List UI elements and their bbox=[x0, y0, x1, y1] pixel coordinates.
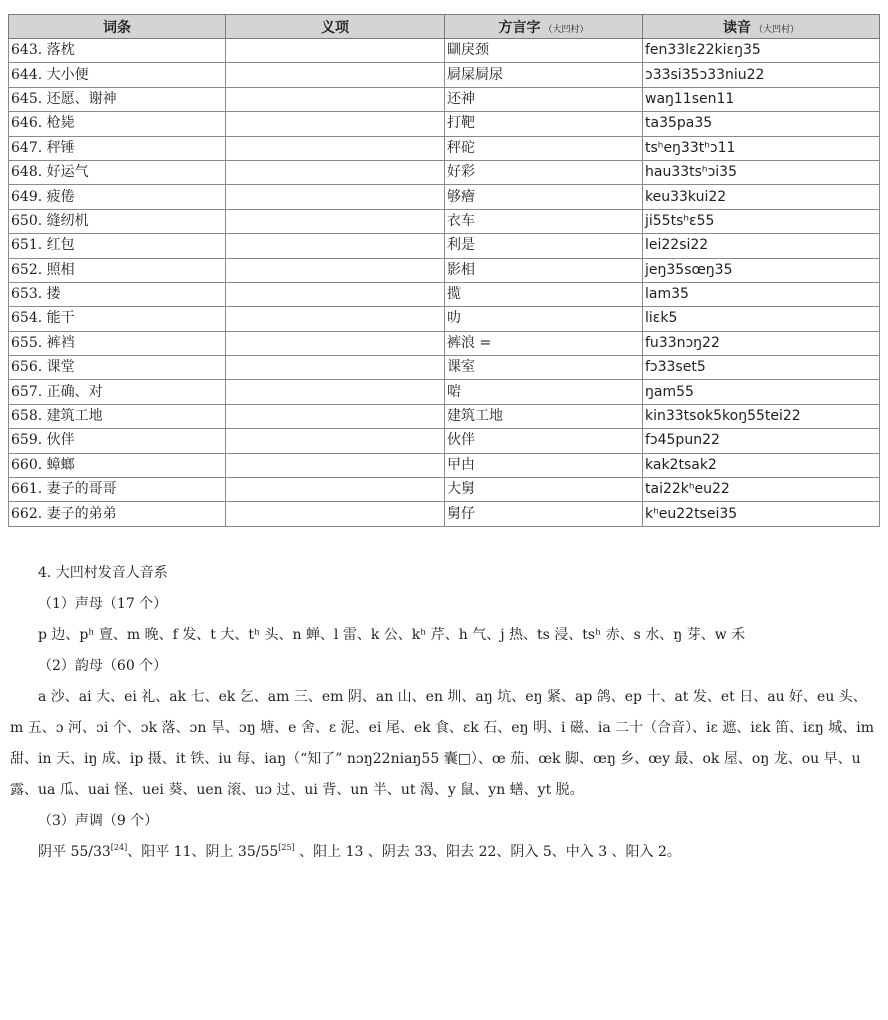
table-row bbox=[9, 234, 880, 258]
cell-reading: kʰeu22tsei35 bbox=[643, 502, 880, 526]
cell-entry: 645. 还愿、谢神 bbox=[9, 87, 226, 111]
header-entry: 词条 bbox=[9, 15, 226, 39]
cell-meaning bbox=[226, 453, 445, 477]
cell-entry: 643. 落枕 bbox=[9, 39, 226, 63]
footnote-ref-24[interactable]: [24] bbox=[110, 843, 128, 852]
cell-entry: 653. 搂 bbox=[9, 282, 226, 306]
table-row bbox=[9, 307, 880, 331]
table-row bbox=[9, 478, 880, 502]
tones-list bbox=[10, 837, 878, 868]
cell-entry: 651. 红包 bbox=[9, 234, 226, 258]
header-reading-sub: （大凹村） bbox=[753, 24, 799, 35]
initials-heading: （1）声母（17 个） bbox=[38, 596, 168, 612]
cell-dialect-word: 大舅 bbox=[445, 478, 643, 502]
tones-part-2: 、阳平 11、阴上 35/55 bbox=[127, 844, 279, 860]
table-row bbox=[9, 185, 880, 209]
cell-dialect-word: 揽 bbox=[445, 282, 643, 306]
tones-part-3: 、阳上 13 、阴去 33、阳去 22、阴入 5、中入 3 、阳入 2。 bbox=[294, 844, 681, 860]
cell-dialect-word: 建筑工地 bbox=[445, 404, 643, 428]
cell-reading: ŋam55 bbox=[643, 380, 880, 404]
cell-meaning bbox=[226, 478, 445, 502]
cell-meaning bbox=[226, 282, 445, 306]
cell-dialect-word: 好彩 bbox=[445, 160, 643, 184]
cell-dialect-word: 舅仔 bbox=[445, 502, 643, 526]
cell-meaning bbox=[226, 234, 445, 258]
initials-list: p 边、pʰ 亶、m 晚、f 发、t 大、tʰ 头、n 蝉、l 雷、k 公、kʰ 芹、h 气、j 热、ts 浸、tsʰ 赤、s 水、ŋ 芽、w 禾 bbox=[38, 627, 746, 643]
cell-reading: fɔ33set5 bbox=[643, 356, 880, 380]
finals-list: a 沙、ai 大、ei 礼、ak 七、ek 乞、am 三、em 阴、an 山、en 圳、aŋ 坑、eŋ 紧、ap 鸽、ep 十、at 发、et 日、au 好、eu 头、m 五、ɔ 河、ɔi 个、ɔk 落、ɔn 旱、ɔŋ 塘、e 舍、ɛ 泥、ei 尾、ek 食、ɛk 石、eŋ 明、i 磁、ia 二十（合音）、iɛ 遮、iɛk 笛、iɛŋ 城、im 甜、in 天、iŋ 成、ip 摄、it 铁、iu 每、iaŋ（“知了” nɔŋ22niaŋ55 囊□）、œ 茄、œk 脚、œŋ 乡、œy 最、ok 屋、oŋ 龙、ou 早、u 露、ua 瓜、uai 怪、uei 葵、uen 滚、uɔ 过、ui 背、un 半、ut 渴、y 鼠、yn 蟮、yt 脱。 bbox=[10, 689, 874, 798]
cell-dialect-word: 屙屎屙尿 bbox=[445, 63, 643, 87]
cell-reading: fu33nɔŋ22 bbox=[643, 331, 880, 355]
cell-dialect-word: 秤砣 bbox=[445, 136, 643, 160]
table-row bbox=[9, 502, 880, 526]
table-row bbox=[9, 63, 880, 87]
cell-dialect-word: 啱 bbox=[445, 380, 643, 404]
table-row bbox=[9, 429, 880, 453]
cell-entry: 647. 秤锤 bbox=[9, 136, 226, 160]
cell-dialect-word: 课室 bbox=[445, 356, 643, 380]
cell-meaning bbox=[226, 63, 445, 87]
header-reading: 读音 （大凹村） bbox=[643, 15, 880, 39]
header-dialect-word-sub: （大凹村） bbox=[543, 24, 589, 35]
cell-reading: tsʰeŋ33tʰɔ11 bbox=[643, 136, 880, 160]
cell-meaning bbox=[226, 307, 445, 331]
tones-heading: （3）声调（9 个） bbox=[38, 813, 159, 829]
table-row bbox=[9, 331, 880, 355]
cell-entry: 652. 照相 bbox=[9, 258, 226, 282]
cell-entry: 659. 伙伴 bbox=[9, 429, 226, 453]
cell-reading: waŋ11sen11 bbox=[643, 87, 880, 111]
cell-reading: hau33tsʰɔi35 bbox=[643, 160, 880, 184]
table-row bbox=[9, 380, 880, 404]
cell-reading: tai22kʰeu22 bbox=[643, 478, 880, 502]
phonology-section bbox=[10, 558, 878, 868]
tones-part-1: 阴平 55/33 bbox=[38, 844, 111, 860]
cell-dialect-word: 利是 bbox=[445, 234, 643, 258]
cell-dialect-word: 叻 bbox=[445, 307, 643, 331]
cell-entry: 658. 建筑工地 bbox=[9, 404, 226, 428]
header-meaning: 义项 bbox=[226, 15, 445, 39]
cell-entry: 656. 课堂 bbox=[9, 356, 226, 380]
cell-dialect-word: 打靶 bbox=[445, 112, 643, 136]
table-row bbox=[9, 39, 880, 63]
cell-reading: kin33tsok5koŋ55tei22 bbox=[643, 404, 880, 428]
section-title: 4. 大凹村发音人音系 bbox=[38, 565, 168, 581]
cell-reading: ɔ33si35ɔ33niu22 bbox=[643, 63, 880, 87]
table-row bbox=[9, 136, 880, 160]
cell-reading: liɛk5 bbox=[643, 307, 880, 331]
cell-dialect-word: 瞓戾颈 bbox=[445, 39, 643, 63]
cell-entry: 661. 妻子的哥哥 bbox=[9, 478, 226, 502]
table-row bbox=[9, 160, 880, 184]
cell-dialect-word: 伙伴 bbox=[445, 429, 643, 453]
cell-meaning bbox=[226, 209, 445, 233]
table-row bbox=[9, 453, 880, 477]
cell-reading: jeŋ35sœŋ35 bbox=[643, 258, 880, 282]
table-row bbox=[9, 112, 880, 136]
cell-reading: ji55tsʰɛ55 bbox=[643, 209, 880, 233]
cell-entry: 649. 疲倦 bbox=[9, 185, 226, 209]
cell-meaning bbox=[226, 502, 445, 526]
cell-meaning bbox=[226, 160, 445, 184]
cell-meaning bbox=[226, 185, 445, 209]
cell-meaning bbox=[226, 380, 445, 404]
table-header-row bbox=[9, 15, 880, 39]
cell-reading: fen33lɛ22kiɛŋ35 bbox=[643, 39, 880, 63]
cell-entry: 654. 能干 bbox=[9, 307, 226, 331]
cell-meaning bbox=[226, 258, 445, 282]
cell-dialect-word: 还神 bbox=[445, 87, 643, 111]
vocabulary-table bbox=[8, 14, 880, 527]
cell-reading: kak2tsak2 bbox=[643, 453, 880, 477]
cell-meaning bbox=[226, 87, 445, 111]
table-row bbox=[9, 404, 880, 428]
table-row bbox=[9, 282, 880, 306]
cell-dialect-word: 衣车 bbox=[445, 209, 643, 233]
table-row bbox=[9, 209, 880, 233]
cell-meaning bbox=[226, 136, 445, 160]
cell-reading: keu33kui22 bbox=[643, 185, 880, 209]
cell-meaning bbox=[226, 112, 445, 136]
cell-entry: 644. 大小便 bbox=[9, 63, 226, 87]
cell-meaning bbox=[226, 429, 445, 453]
cell-meaning bbox=[226, 39, 445, 63]
cell-entry: 655. 裤裆 bbox=[9, 331, 226, 355]
cell-entry: 660. 蟑螂 bbox=[9, 453, 226, 477]
cell-dialect-word: 曱甴 bbox=[445, 453, 643, 477]
cell-meaning bbox=[226, 404, 445, 428]
cell-meaning bbox=[226, 356, 445, 380]
table-row bbox=[9, 258, 880, 282]
table-row bbox=[9, 356, 880, 380]
cell-dialect-word: 够癐 bbox=[445, 185, 643, 209]
cell-entry: 648. 好运气 bbox=[9, 160, 226, 184]
cell-reading: lei22si22 bbox=[643, 234, 880, 258]
cell-reading: fɔ45pun22 bbox=[643, 429, 880, 453]
table-row bbox=[9, 87, 880, 111]
cell-entry: 650. 缝纫机 bbox=[9, 209, 226, 233]
cell-entry: 662. 妻子的弟弟 bbox=[9, 502, 226, 526]
footnote-ref-25[interactable]: [25] bbox=[278, 843, 295, 852]
cell-meaning bbox=[226, 331, 445, 355]
cell-entry: 646. 枪毙 bbox=[9, 112, 226, 136]
cell-entry: 657. 正确、对 bbox=[9, 380, 226, 404]
cell-dialect-word: 裤浪 = bbox=[445, 331, 643, 355]
header-dialect-word: 方言字 （大凹村） bbox=[445, 15, 643, 39]
finals-heading: （2）韵母（60 个） bbox=[38, 658, 168, 674]
cell-dialect-word: 影相 bbox=[445, 258, 643, 282]
cell-reading: lam35 bbox=[643, 282, 880, 306]
cell-reading: ta35pa35 bbox=[643, 112, 880, 136]
